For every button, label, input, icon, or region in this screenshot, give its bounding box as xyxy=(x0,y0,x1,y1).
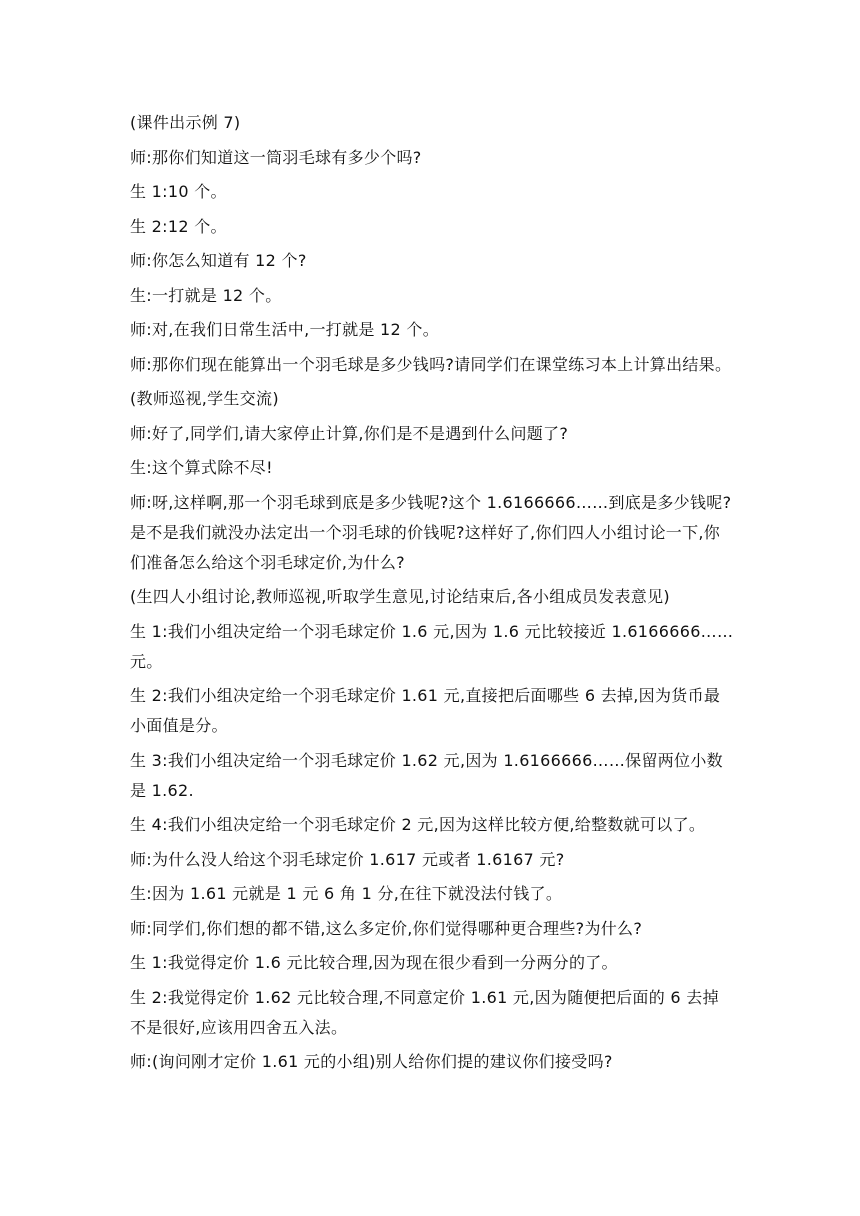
paragraph-1: (课件出示例 7) xyxy=(130,113,241,132)
paragraph-19: 生:因为 1.61 元就是 1 元 6 角 1 分,在往下就没法付钱了。 xyxy=(130,884,563,903)
paragraph-11: 生:这个算式除不尽! xyxy=(130,458,273,477)
paragraph-15: 生 2:我们小组决定给一个羽毛球定价 1.61 元,直接把后面哪些 6 去掉,因为货币最小面值是分。 xyxy=(130,686,721,735)
paragraph-10: 师:好了,同学们,请大家停止计算,你们是不是遇到什么问题了? xyxy=(130,423,569,443)
paragraph-14: 生 1:我们小组决定给一个羽毛球定价 1.6 元,因为 1.6 元比较接近 1.6166666……元。 xyxy=(130,621,734,671)
paragraph-5: 师:你怎么知道有 12 个? xyxy=(130,251,307,270)
paragraph-9: (教师巡视,学生交流) xyxy=(130,389,279,408)
paragraph-8: 师:那你们现在能算出一个羽毛球是多少钱吗?请同学们在课堂练习本上计算出结果。 xyxy=(130,354,732,374)
paragraph-6: 生:一打就是 12 个。 xyxy=(130,285,282,305)
paragraph-20: 师:同学们,你们想的都不错,这么多定价,你们觉得哪种更合理些?为什么? xyxy=(130,918,643,938)
paragraph-17: 生 4:我们小组决定给一个羽毛球定价 2 元,因为这样比较方便,给整数就可以了。 xyxy=(130,815,706,834)
paragraph-2: 师:那你们知道这一筒羽毛球有多少个吗? xyxy=(130,147,422,167)
paragraph-23: 师:(询问刚才定价 1.61 元的小组)别人给你们提的建议你们接受吗? xyxy=(130,1052,613,1071)
paragraph-22: 生 2:我觉得定价 1.62 元比较合理,不同意定价 1.61 元,因为随便把后面的 6 去掉不是很好,应该用四舍五入法。 xyxy=(130,987,719,1037)
paragraph-16: 生 3:我们小组决定给一个羽毛球定价 1.62 元,因为 1.6166666……保留两位小数是 1.62. xyxy=(130,750,723,800)
paragraph-21: 生 1:我觉得定价 1.6 元比较合理,因为现在很少看到一分两分的了。 xyxy=(130,953,618,972)
paragraph-18: 师:为什么没人给这个羽毛球定价 1.617 元或者 1.6167 元? xyxy=(130,849,565,869)
paragraph-7: 师:对,在我们日常生活中,一打就是 12 个。 xyxy=(130,320,439,339)
paragraph-4: 生 2:12 个。 xyxy=(130,216,227,236)
paragraph-13: (生四人小组讨论,教师巡视,听取学生意见,讨论结束后,各小组成员发表意见) xyxy=(130,587,670,606)
paragraph-12: 师:呀,这样啊,那一个羽毛球到底是多少钱呢?这个 1.6166666……到底是多少钱呢?是不是我们就没办法定出一个羽毛球的价钱呢?这样好了,你们四人小组讨论一下,你们准备怎么给这个羽毛球定价,为什么? xyxy=(130,492,732,572)
document-body xyxy=(130,108,735,1082)
paragraph-3: 生 1:10 个。 xyxy=(130,182,227,201)
